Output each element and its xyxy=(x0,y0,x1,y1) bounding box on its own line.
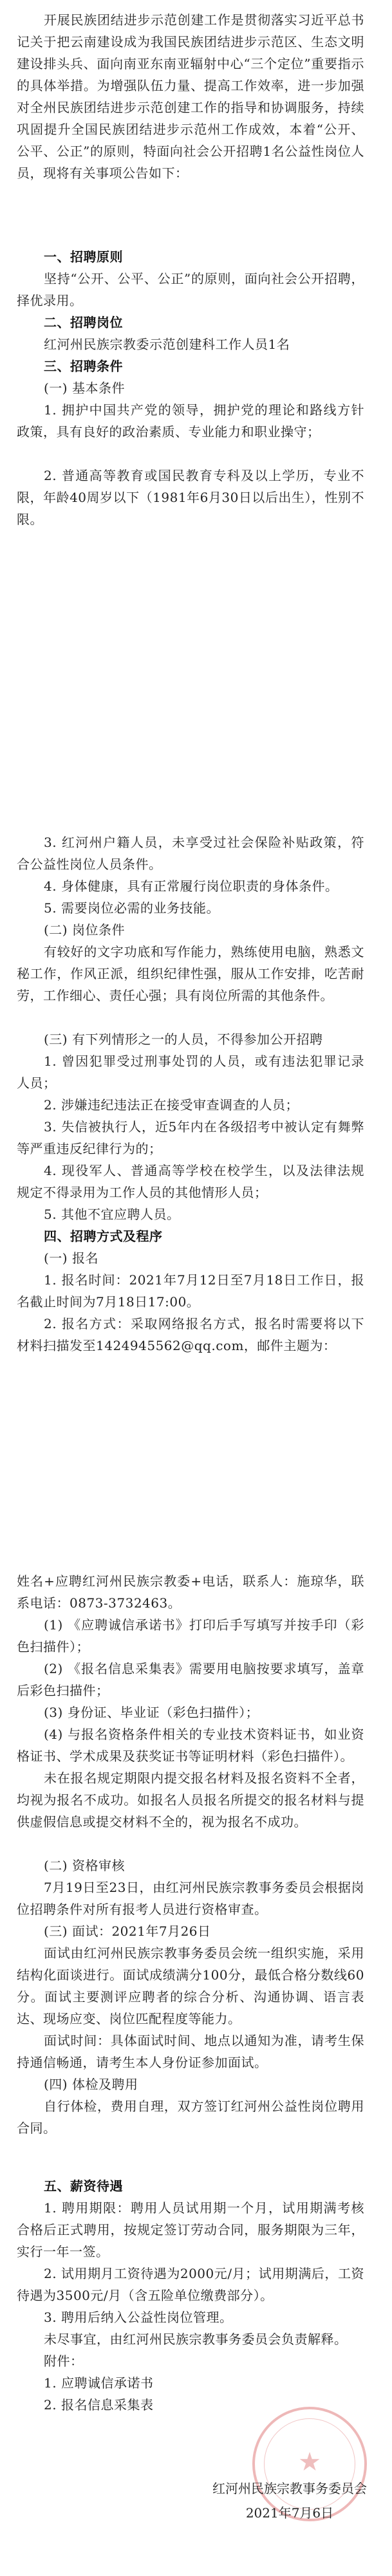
salary-3: 3. 聘用后纳入公益性岗位管理。 xyxy=(44,2310,233,2325)
exclusions-heading: (三) 有下列情形之一的人员，不得参加公开招聘 xyxy=(44,1032,323,1047)
review-text: 7月19日至23日，由红河州民族宗教事务委员会根据岗位招聘条件对所有报考人员进行资格审查。 xyxy=(17,1880,364,1917)
attachments-heading: 附件： xyxy=(44,2353,84,2369)
condition-4: 4. 身体健康，具有正常履行岗位职责的身体条件。 xyxy=(44,878,339,894)
attachment-1: 1. 应聘诚信承诺书 xyxy=(44,2375,154,2391)
other-matters: 未尽事宜，由红河州民族宗教事务委员会负责解释。 xyxy=(44,2331,348,2347)
interview-time: 面试时间：具体面试时间、地点以通知为准，请考生保持通信畅通，请考生本人身份证参加面试。 xyxy=(17,2033,364,2070)
material-2: (2) 《报名信息采集表》需要用电脑按要求填写，盖章后彩色扫描件； xyxy=(17,1661,364,1698)
exclusion-2: 2. 涉嫌违纪违法正在接受审查调查的人员； xyxy=(44,1097,299,1113)
condition-1: 1. 拥护中国共产党的领导，拥护党的理论和路线方针政策，具有良好的政治素质、专业能力和职业操守； xyxy=(17,402,364,440)
condition-2: 2. 普通高等教育或国民教育专科及以上学历，专业不限，年龄40周岁以下（1981年6月30日以后出生），性别不限。 xyxy=(17,468,364,527)
registration-heading: (一) 报名 xyxy=(44,1250,98,1266)
heading-principle: 一、招聘原则 xyxy=(44,249,123,264)
post-conditions-text: 有较好的文字功底和写作能力，熟练使用电脑，熟悉文秘工作，作风正派，组织纪律性强，服从工作安排，吃苦耐劳，工作细心、责任心强；具有岗位所需的其他条件。 xyxy=(17,944,364,1003)
post-conditions-heading: (二) 岗位条件 xyxy=(44,922,125,938)
interview-heading: (三) 面试：2021年7月26日 xyxy=(44,1923,211,1939)
heading-conditions: 三、招聘条件 xyxy=(44,358,123,374)
material-note: 未在报名规定期限内提交报名材料及报名资料不全者，均视为报名不成功。如报名人员报名所提交的报名材料与提供虚假信息或提交材料不全的，视为报名不成功。 xyxy=(17,1770,364,1830)
exclusion-4: 4. 现役军人、普通高等学校在校学生，以及法律法规规定不得录用为工作人员的其他情形人员； xyxy=(17,1163,364,1200)
exclusion-1: 1. 曾因犯罪受过刑事处罚的人员，或有违法犯罪记录人员； xyxy=(17,1053,364,1091)
seal-star-icon: ★ xyxy=(298,2447,321,2477)
salary-1: 1. 聘用期限：聘用人员试用期一个月，试用期满考核合格后正式聘用，按规定签订劳动合同，服务期限为三年，实行一年一签。 xyxy=(17,2200,364,2259)
interview-text: 面试由红河州民族宗教事务委员会统一组织实施，采用结构化面谈进行。面试成绩满分100分，最低合格分数线60分。面试主要测评应聘者的综合分析、沟通协调、语言表达、现场应变、岗位匹配程度等能力。 xyxy=(17,1945,364,2026)
hire-text: 自行体检，费用自理，双方签订红河州公益性岗位聘用合同。 xyxy=(17,2099,364,2136)
registration-method: 2. 报名方式：采取网络报名方式，报名时需要将以下材料扫描发至1424945562@qq.com，邮件主题为： xyxy=(17,1316,364,1353)
heading-procedure: 四、招聘方式及程序 xyxy=(44,1228,163,1244)
issuing-organization: 红河州民族宗教事务委员会 xyxy=(212,2481,367,2496)
condition-3: 3. 红河州户籍人员，未享受过社会保险补贴政策，符合公益性岗位人员条件。 xyxy=(17,835,364,872)
salary-2: 2. 试用期月工资待遇为2000元/月；试用期满后，工资待遇为3500元/月（含五险单位缴费部分）。 xyxy=(17,2266,364,2303)
heading-salary: 五、薪资待遇 xyxy=(44,2178,123,2194)
post-text: 红河州民族宗教委示范创建科工作人员1名 xyxy=(44,337,290,352)
issue-date: 2021年7月6日 xyxy=(245,2505,334,2521)
registration-time: 1. 报名时间：2021年7月12日至7月18日工作日，报名截止时间为7月18日17:00。 xyxy=(17,1272,364,1310)
material-3: (3) 身份证、毕业证（彩色扫描件）； xyxy=(44,1705,259,1720)
heading-post: 二、招聘岗位 xyxy=(44,315,123,330)
exclusion-5: 5. 其他不宜应聘人员。 xyxy=(44,1207,180,1222)
attachment-2: 2. 报名信息采集表 xyxy=(44,2397,154,2413)
hire-heading: (四) 体检及聘用 xyxy=(44,2077,138,2092)
exclusion-3: 3. 失信被执行人，近5年内在各级招考中被认定有舞弊等严重违反纪律行为的； xyxy=(17,1119,364,1156)
principle-text: 坚持“公开、公平、公正”的原则，面向社会公开招聘，择优录用。 xyxy=(17,271,364,308)
intro-paragraph: 开展民族团结进步示范创建工作是贯彻落实习近平总书记关于把云南建设成为我国民族团结进步示范区、生态文明建设排头兵、面向南亚东南亚辐射中心“三个定位”重要指示的具体举措。为增强队伍力量、提高工作效率，进一步加强对全州民族团结进步示范创建工作的指导和协调服务，持续巩固提升全国民族团结进步示范州工作成效，本着“公开、公平、公正”的原则，特面向社会公开招聘1名公益性岗位人员，现将有关事项公告如下： xyxy=(17,12,364,181)
basic-conditions-heading: (一) 基本条件 xyxy=(44,380,125,396)
review-heading: (二) 资格审核 xyxy=(44,1858,125,1873)
material-1: (1) 《应聘诚信承诺书》打印后手写填写并按手印（彩色扫描件）； xyxy=(17,1617,364,1654)
registration-contact: 姓名+应聘红河州民族宗教委+电话，联系人：施琼华，联系电话：0873-3732463。 xyxy=(17,1573,364,1611)
material-4: (4) 与报名资格条件相关的专业技术资料证书，如业资格证书、学术成果及获奖证书等证明材料（彩色扫描件）。 xyxy=(17,1727,364,1764)
condition-5: 5. 需要岗位必需的业务技能。 xyxy=(44,900,219,916)
